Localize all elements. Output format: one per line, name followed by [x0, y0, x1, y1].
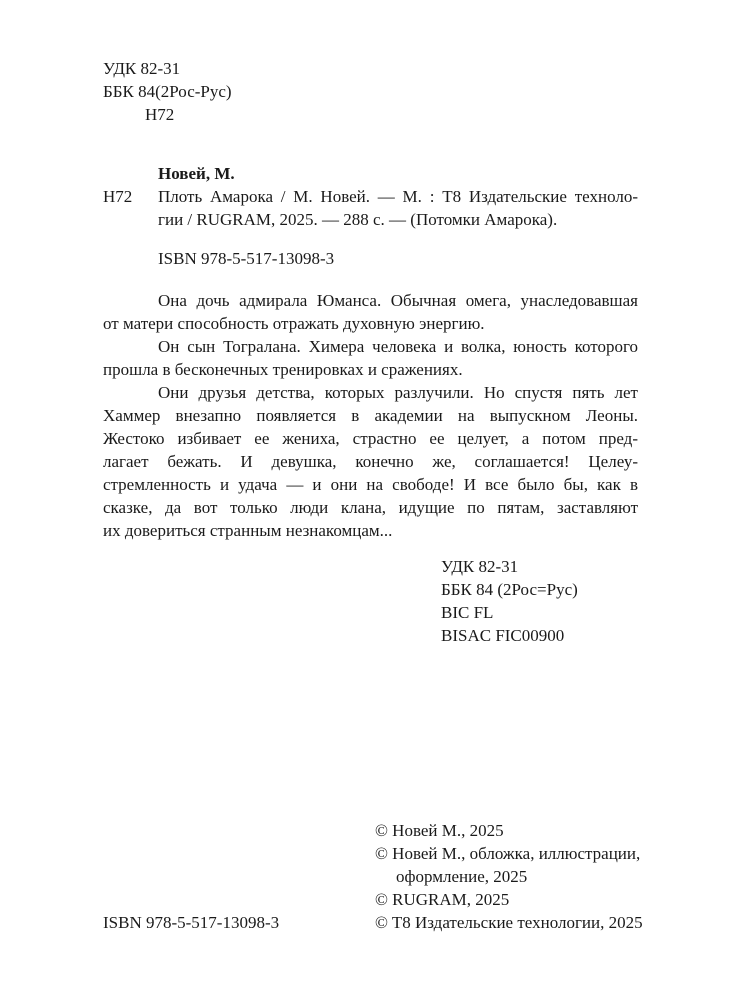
annotation-line: Она дочь адмирала Юманса. Обычная омега, унаследовавшая: [158, 291, 638, 310]
description-line-1: Плоть Амарока / М. Новей. — М. : T8 Издательские техноло-: [158, 187, 638, 206]
author-sign: Н72: [103, 187, 133, 206]
bisac-code: BISAC FIC00900: [441, 626, 565, 645]
bbk-header: ББК 84(2Рос-Рус): [103, 82, 232, 101]
annotation-line: Они друзья детства, которых разлучили. Но спустя пять лет: [158, 383, 638, 402]
isbn: ISBN 978-5-517-13098-3: [158, 249, 335, 268]
bbk-code: ББК 84 (2Рос=Рус): [441, 580, 578, 599]
annotation-line: Он сын Тогралана. Химера человека и волка, юность которого: [158, 337, 638, 356]
copyright-line: оформление, 2025: [396, 867, 528, 886]
footer-isbn: ISBN 978-5-517-13098-3: [103, 913, 280, 932]
copyright-line: © RUGRAM, 2025: [375, 890, 510, 909]
annotation-line: от матери способность отражать духовную энергию.: [103, 314, 485, 333]
author-name: Новей, М.: [158, 164, 235, 183]
annotation-line: их довериться странным незнакомцам...: [103, 521, 393, 540]
annotation-line: лагает бежать. И девушка, конечно же, соглашается! Целеу-: [103, 452, 638, 471]
udk-code: УДК 82-31: [441, 557, 519, 576]
copyright-line: © T8 Издательские технологии, 2025: [375, 913, 643, 932]
author-sign-header: Н72: [145, 105, 175, 124]
annotation-line: прошла в бесконечных тренировках и сражениях.: [103, 360, 463, 379]
bic-code: BIC FL: [441, 603, 494, 622]
udk-header: УДК 82-31: [103, 59, 181, 78]
copyright-line: © Новей М., 2025: [375, 821, 504, 840]
copyright-line: © Новей М., обложка, иллюстрации,: [375, 844, 641, 863]
annotation-line: Хаммер внезапно появляется в академии на выпускном Леоны.: [103, 406, 638, 425]
annotation-line: Жестоко избивает ее жениха, страстно ее целует, а потом пред-: [103, 429, 638, 448]
annotation-line: сказке, да вот только люди клана, идущие по пятам, заставляют: [103, 498, 638, 517]
annotation-line: стремленность и удача — и они на свободе! И все было бы, как в: [103, 475, 638, 494]
description-line-2: гии / RUGRAM, 2025. — 288 с. — (Потомки Амарока).: [158, 210, 558, 229]
